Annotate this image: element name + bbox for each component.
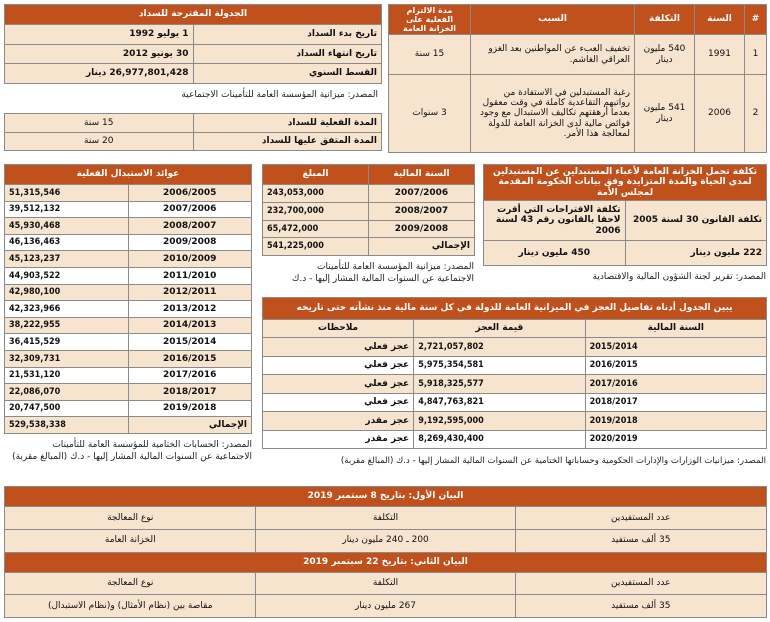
header-deficit-value: قيمة العجز	[414, 320, 585, 338]
returns-title: عوائد الاستبدال الفعلية	[5, 165, 252, 185]
total-row: الإجمالي 541,225,000	[263, 238, 475, 256]
table-row: 2019/2018 9,192,595,000 عجز مقدر	[263, 412, 767, 431]
cost-title: تكلفة تحمل الخزانة العامة لأعباء المستبدلين عن المستبدلين لمدي الحياة والمدة المتزايدة وفق بيانات الحكومة المقدمة لمجلس الأمة	[484, 165, 767, 201]
table-row: 2007/2006 39,512,132	[5, 201, 252, 218]
header-year: السنة	[695, 5, 745, 35]
table-row: 2008/2007 45,930,468	[5, 218, 252, 235]
table-row: 2009/2008 46,136,463	[5, 234, 252, 251]
table-row: 2 2006 541 مليون دينار رغبة المستبدلين في الاستفادة من رواتبهم التقاعدية كاملة في وقت معقول بعدما أرهقتهم تكاليف الاستبدال مع وجود فوائض مالية لدى الخزانة العامة للدولة لمعالجة هذا الأمر. 3 سنوات	[389, 75, 767, 153]
proposed-schedule-table: الجدولة المقترحة للسداد تاريخ بدء السداد 1 يوليو 1992 تاريخ انتهاء السداد 30 يونيو 2012 القسط السنوي 26,977,801,428 دينار	[4, 4, 382, 84]
table-row: 2012/2011 42,980,100	[5, 284, 252, 301]
amounts-table	[262, 164, 475, 256]
statement-1-title: البيان الأول: بتاريخ 8 سبتمبر 2019	[5, 487, 767, 507]
table-row: 1 1991 540 مليون دينار تخفيف العبء عن المواطنين بعد الغزو العراقي الغاشم. 15 سنة	[389, 35, 767, 75]
deficit-table	[262, 297, 767, 449]
returns-table	[4, 164, 252, 434]
table-row: 2016/2015 5,975,354,581 عجز فعلي	[263, 356, 767, 375]
returns-source-1: المصدر: الحسابات الختامية للمؤسسة العامة للتأمينات	[52, 440, 252, 450]
table-row: 2015/2014 36,415,529	[5, 334, 252, 351]
deficit-source: المصدر: ميزانيات الوزارات والإدارات الحكومية وحساباتها الختامية عن السنوات المالية المشار إليها - د.ك (المبالغ مقربة)	[340, 456, 766, 466]
commitments-table	[389, 4, 767, 152]
header-amount: المبلغ	[263, 165, 369, 185]
table-row: 2016/2015 32,309,731	[5, 350, 252, 367]
header-reason: السبب	[471, 5, 635, 35]
statements-table: البيان الأول: بتاريخ 8 سبتمبر 2019 عدد المستفيدين التكلفة نوع المعالجة 35 ألف مستفيد 200 ـ 240 مليون دينار الخزانة العامة البيان الثاني: بتاريخ 22 سبتمبر 2019 عدد المستفيدين التكلفة نوع المعالجة 35 ألف مستفيد 267 مليون دينار مقاصة بين (نظام الأمثال) و(نظام الاستبدال)	[4, 486, 767, 618]
header-cost: التكلفة	[635, 5, 695, 35]
table-row: 2007/2006 243,053,000	[263, 185, 475, 203]
table-row: 2011/2010 44,903,522	[5, 267, 252, 284]
table-row: 2017/2016 21,531,120	[5, 367, 252, 384]
table-row: 2009/2008 65,472,000	[263, 220, 475, 238]
table-row: 2019/2018 20,747,500	[5, 400, 252, 417]
header-notes: ملاحظات	[263, 320, 414, 338]
table-row: 2018/2017 22,086,070	[5, 384, 252, 401]
cost-table: تكلفة تحمل الخزانة العامة لأعباء المستبدلين عن المستبدلين لمدي الحياة والمدة المتزايدة وفق بيانات الحكومة المقدمة لمجلس الأمة تكلفة القانون 30 لسنة 2005 تكلفة الاقتراحات التي أقرت لاحقا بالقانون رقم 43 لسنة 2006 222 مليون دينار 450 مليون دينار	[483, 164, 767, 266]
returns-source-2: الاجتماعية عن السنوات المالية المشار إليها - د.ك (المبالغ مقربة)	[12, 452, 252, 462]
proposed-source: المصدر: ميزانية المؤسسة العامة للتأمينات الاجتماعية	[181, 90, 378, 100]
header-duration: مدة الالتزام الفعلية على الخزانة العامة	[389, 5, 471, 35]
statement-2-title: البيان الثاني: بتاريخ 22 سبتمبر 2019	[5, 552, 767, 572]
proposed-title: الجدولة المقترحة للسداد	[5, 5, 382, 25]
table-row: 2018/2017 4,847,763,821 عجز فعلي	[263, 393, 767, 412]
table-row: 2017/2016 5,918,325,577 عجز فعلي	[263, 375, 767, 394]
amounts-source-2: الاجتماعية عن السنوات المالية المشار إليها - د.ك	[291, 274, 474, 284]
amounts-source-1: المصدر: ميزانية المؤسسة العامة للتأمينات	[317, 262, 474, 272]
total-row: الإجمالي 529,538,338	[5, 417, 252, 434]
header-index: #	[745, 5, 767, 35]
header-fiscal-year: السنة المالية	[369, 165, 475, 185]
table-row: 2020/2019 8,269,430,400 عجز مقدر	[263, 430, 767, 449]
deficit-title: يبين الجدول أدناه تفاصيل العجز في الميزانية العامة للدولة في كل سنة مالية منذ نشأته حتى تاريخه	[263, 298, 767, 320]
periods-table: المدة الفعلية للسداد 15 سنة المدة المتفق عليها للسداد 20 سنة	[4, 113, 382, 151]
table-row: 2014/2013 38,222,955	[5, 317, 252, 334]
table-row: 2013/2012 42,323,966	[5, 301, 252, 318]
cost-source: المصدر: تقرير لجنة الشؤون المالية والاقتصادية	[592, 272, 766, 282]
table-row: 2010/2009 45,123,237	[5, 251, 252, 268]
header-fiscal-year: السنة المالية	[585, 320, 766, 338]
table-row: 2006/2005 51,315,546	[5, 185, 252, 202]
table-row: 2008/2007 232,700,000	[263, 202, 475, 220]
table-row: 2015/2014 2,721,057,802 عجز فعلي	[263, 338, 767, 357]
